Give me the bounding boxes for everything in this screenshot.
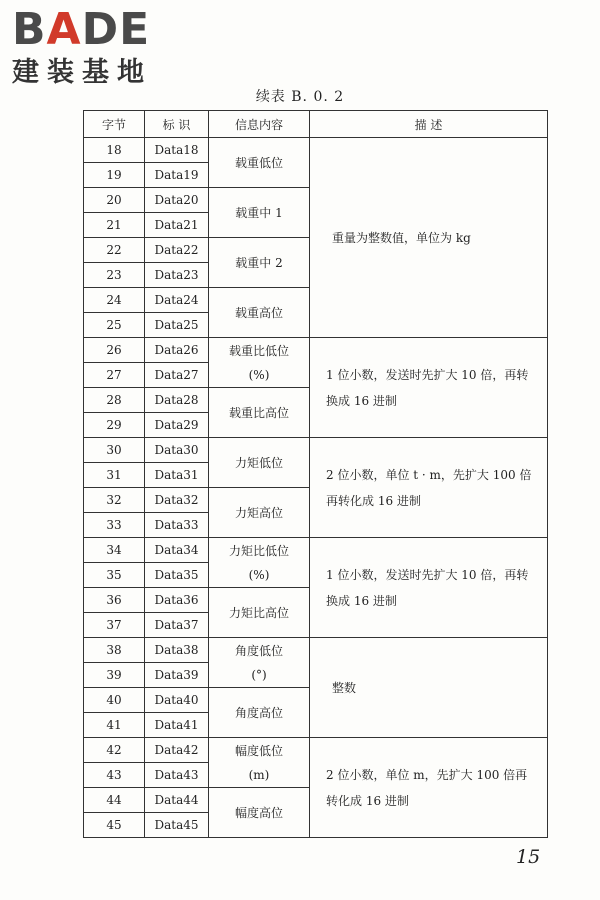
info-label: 力矩低位 <box>234 455 283 470</box>
byte-cell: 42 <box>84 738 145 763</box>
table-row <box>84 738 548 763</box>
id-cell: Data18 <box>145 138 209 163</box>
byte-cell: 37 <box>84 613 145 638</box>
byte-cell: 43 <box>84 763 145 788</box>
byte-cell: 24 <box>84 288 145 313</box>
byte-cell: 20 <box>84 188 145 213</box>
info-cell <box>209 738 310 788</box>
byte-cell: 21 <box>84 213 145 238</box>
byte-cell: 18 <box>84 138 145 163</box>
logo <box>12 4 182 88</box>
info-label: 载重比高位 <box>228 405 289 420</box>
header-row <box>84 111 548 138</box>
id-cell: Data33 <box>145 513 209 538</box>
byte-cell: 29 <box>84 413 145 438</box>
byte-cell: 31 <box>84 463 145 488</box>
info-label: 角度低位 <box>234 643 283 658</box>
info-cell <box>209 338 310 388</box>
byte-cell: 32 <box>84 488 145 513</box>
header-description: 描 述 <box>310 111 548 138</box>
info-label: 角度高位 <box>234 705 283 720</box>
header-info: 信息内容 <box>209 111 310 138</box>
id-cell: Data24 <box>145 288 209 313</box>
byte-cell: 36 <box>84 588 145 613</box>
id-cell: Data42 <box>145 738 209 763</box>
byte-cell: 35 <box>84 563 145 588</box>
description-cell: 重量为整数值，单位为 kg <box>310 138 548 338</box>
id-cell: Data35 <box>145 563 209 588</box>
byte-cell: 23 <box>84 263 145 288</box>
id-cell: Data45 <box>145 813 209 838</box>
id-cell: Data43 <box>145 763 209 788</box>
info-label: 载重比低位 <box>228 343 289 358</box>
id-cell: Data38 <box>145 638 209 663</box>
info-unit: (%) <box>248 367 270 382</box>
byte-cell: 19 <box>84 163 145 188</box>
info-cell <box>209 288 310 338</box>
info-cell <box>209 138 310 188</box>
id-cell: Data31 <box>145 463 209 488</box>
id-cell: Data44 <box>145 788 209 813</box>
page-number: 15 <box>516 846 541 868</box>
info-cell <box>209 538 310 588</box>
byte-cell: 39 <box>84 663 145 688</box>
byte-cell: 30 <box>84 438 145 463</box>
info-cell <box>209 638 310 688</box>
byte-cell: 40 <box>84 688 145 713</box>
byte-cell: 38 <box>84 638 145 663</box>
info-label: 幅度低位 <box>234 743 283 758</box>
table-row <box>84 138 548 163</box>
info-label: 载重低位 <box>234 155 283 170</box>
header-id: 标 识 <box>145 111 209 138</box>
info-unit: (%) <box>248 567 270 582</box>
id-cell: Data22 <box>145 238 209 263</box>
description-cell: 1 位小数，发送时先扩大 10 倍，再转换成 16 进制 <box>310 538 548 638</box>
info-unit: (°) <box>251 667 267 682</box>
byte-cell: 45 <box>84 813 145 838</box>
id-cell: Data27 <box>145 363 209 388</box>
byte-cell: 27 <box>84 363 145 388</box>
description-cell: 2 位小数，单位 m，先扩大 100 倍再转化成 16 进制 <box>310 738 548 838</box>
table-row <box>84 638 548 663</box>
data-table <box>83 110 548 838</box>
description-cell: 整数 <box>310 638 548 738</box>
id-cell: Data34 <box>145 538 209 563</box>
byte-cell: 25 <box>84 313 145 338</box>
info-label: 力矩比低位 <box>228 543 289 558</box>
id-cell: Data41 <box>145 713 209 738</box>
byte-cell: 33 <box>84 513 145 538</box>
byte-cell: 26 <box>84 338 145 363</box>
id-cell: Data32 <box>145 488 209 513</box>
info-cell <box>209 788 310 838</box>
info-label: 载重中 2 <box>235 255 283 270</box>
id-cell: Data26 <box>145 338 209 363</box>
info-cell <box>209 438 310 488</box>
table-row <box>84 438 548 463</box>
id-cell: Data30 <box>145 438 209 463</box>
id-cell: Data37 <box>145 613 209 638</box>
table-caption: 续表 B. 0. 2 <box>255 89 345 105</box>
info-cell <box>209 588 310 638</box>
byte-cell: 22 <box>84 238 145 263</box>
id-cell: Data21 <box>145 213 209 238</box>
info-label: 载重中 1 <box>235 205 283 220</box>
info-cell <box>209 388 310 438</box>
id-cell: Data23 <box>145 263 209 288</box>
id-cell: Data25 <box>145 313 209 338</box>
id-cell: Data29 <box>145 413 209 438</box>
description-cell: 2 位小数，单位 t · m，先扩大 100 倍再转化成 16 进制 <box>310 438 548 538</box>
id-cell: Data28 <box>145 388 209 413</box>
table-row <box>84 538 548 563</box>
byte-cell: 28 <box>84 388 145 413</box>
info-label: 力矩比高位 <box>228 605 289 620</box>
info-cell <box>209 688 310 738</box>
id-cell: Data20 <box>145 188 209 213</box>
byte-cell: 44 <box>84 788 145 813</box>
logo-wordmark <box>12 4 182 55</box>
info-unit: (m) <box>248 767 270 782</box>
header-byte: 字节 <box>84 111 145 138</box>
info-label: 幅度高位 <box>234 805 283 820</box>
table-row <box>84 338 548 363</box>
info-label: 载重高位 <box>234 305 283 320</box>
info-cell <box>209 238 310 288</box>
info-label: 力矩高位 <box>234 505 283 520</box>
byte-cell: 41 <box>84 713 145 738</box>
id-cell: Data36 <box>145 588 209 613</box>
id-cell: Data39 <box>145 663 209 688</box>
id-cell: Data19 <box>145 163 209 188</box>
logo-subtitle: 建装基地 <box>12 57 152 88</box>
id-cell: Data40 <box>145 688 209 713</box>
logo-brand: BADE <box>12 4 151 55</box>
info-cell <box>209 488 310 538</box>
info-cell <box>209 188 310 238</box>
byte-cell: 34 <box>84 538 145 563</box>
description-cell: 1 位小数，发送时先扩大 10 倍，再转换成 16 进制 <box>310 338 548 438</box>
